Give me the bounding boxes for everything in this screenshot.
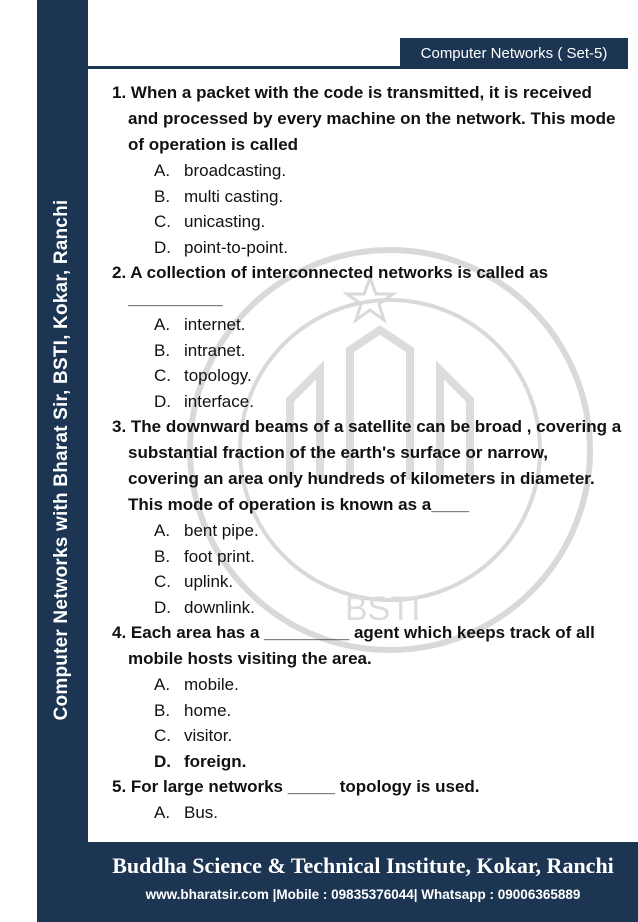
option-text: home. bbox=[184, 700, 232, 720]
option-text: uplink. bbox=[184, 572, 234, 591]
option bbox=[154, 389, 622, 415]
option bbox=[154, 312, 622, 338]
option-letter: B. bbox=[154, 700, 171, 720]
option bbox=[154, 544, 622, 570]
option-list bbox=[154, 672, 622, 774]
option-letter: B. bbox=[154, 186, 171, 206]
option bbox=[154, 235, 622, 261]
option bbox=[154, 698, 622, 724]
option-letter: A. bbox=[154, 803, 171, 822]
sidebar-margin bbox=[0, 0, 37, 922]
option bbox=[154, 569, 622, 595]
option bbox=[154, 800, 622, 826]
option bbox=[154, 209, 622, 235]
question-2 bbox=[112, 260, 622, 414]
option-text: foot print. bbox=[184, 546, 255, 566]
option-list bbox=[154, 800, 622, 826]
option bbox=[154, 595, 622, 621]
question-text: 1. When a packet with the code is transmitted, it is received and processed by every machine on the network. This mode of operation is called bbox=[112, 83, 616, 154]
question-list bbox=[112, 80, 622, 826]
option bbox=[154, 184, 622, 210]
option bbox=[154, 338, 622, 364]
option-letter: B. bbox=[154, 546, 171, 566]
set-title-badge: Computer Networks ( Set-5) bbox=[400, 38, 628, 68]
option bbox=[154, 723, 622, 749]
question-4 bbox=[112, 620, 622, 774]
option-list bbox=[154, 158, 622, 260]
question-3 bbox=[112, 414, 622, 620]
option-letter: D. bbox=[154, 237, 171, 257]
question-text: 5. For large networks _____ topology is used. bbox=[112, 777, 480, 796]
option-text: broadcasting. bbox=[184, 161, 287, 180]
option-letter: D. bbox=[154, 597, 171, 617]
option-text: foreign. bbox=[184, 751, 247, 771]
option-letter: A. bbox=[154, 315, 171, 334]
option-letter: C. bbox=[154, 366, 171, 385]
sidebar bbox=[0, 0, 88, 922]
question-5 bbox=[112, 774, 622, 826]
option bbox=[154, 518, 622, 544]
option-text: visitor. bbox=[184, 726, 233, 745]
option-text: Bus. bbox=[184, 803, 219, 822]
question-1 bbox=[112, 80, 622, 260]
option-text: topology. bbox=[184, 366, 252, 385]
option-text: bent pipe. bbox=[184, 521, 259, 540]
option-text: downlink. bbox=[184, 597, 255, 617]
seal-text: BSTI bbox=[345, 590, 421, 628]
option-letter: A. bbox=[154, 675, 171, 694]
institute-name: Buddha Science & Technical Institute, Kokar, Ranchi bbox=[112, 853, 614, 878]
option-letter: C. bbox=[154, 212, 171, 231]
option-text: intranet. bbox=[184, 340, 246, 360]
option-answer bbox=[154, 749, 622, 775]
contact-info: www.bharatsir.com |Mobile : 09835376044| Whatsapp : 09006365889 bbox=[145, 887, 581, 902]
option-letter: C. bbox=[154, 572, 171, 591]
option-letter: D. bbox=[154, 751, 171, 771]
sidebar-title: Computer Networks with Bharat Sir, BSTI, Kokar, Ranchi bbox=[51, 199, 72, 721]
option bbox=[154, 363, 622, 389]
option-letter: B. bbox=[154, 340, 171, 360]
question-text: 3. The downward beams of a satellite can be broad , covering a substantial fraction of the earth's surface or narrow, covering an area only hundreds of kilometers in diameter. This mode of operation is known as a____ bbox=[112, 417, 622, 514]
question-text: 4. Each area has a _________ agent which keeps track of all mobile hosts visiting the area. bbox=[112, 623, 595, 668]
question-text: 2. A collection of interconnected networks is called as __________ bbox=[112, 263, 549, 308]
option-text: unicasting. bbox=[184, 212, 266, 231]
option-text: interface. bbox=[184, 391, 254, 411]
option-text: internet. bbox=[184, 315, 246, 334]
option-list bbox=[154, 518, 622, 620]
option-letter: A. bbox=[154, 161, 171, 180]
option-text: multi casting. bbox=[184, 186, 284, 206]
option-letter: D. bbox=[154, 391, 171, 411]
option-letter: C. bbox=[154, 726, 171, 745]
option bbox=[154, 672, 622, 698]
option-list bbox=[154, 312, 622, 414]
option-text: mobile. bbox=[184, 675, 239, 694]
footer-banner bbox=[88, 842, 638, 922]
option-letter: A. bbox=[154, 521, 171, 540]
option bbox=[154, 158, 622, 184]
option-text: point-to-point. bbox=[184, 237, 288, 257]
